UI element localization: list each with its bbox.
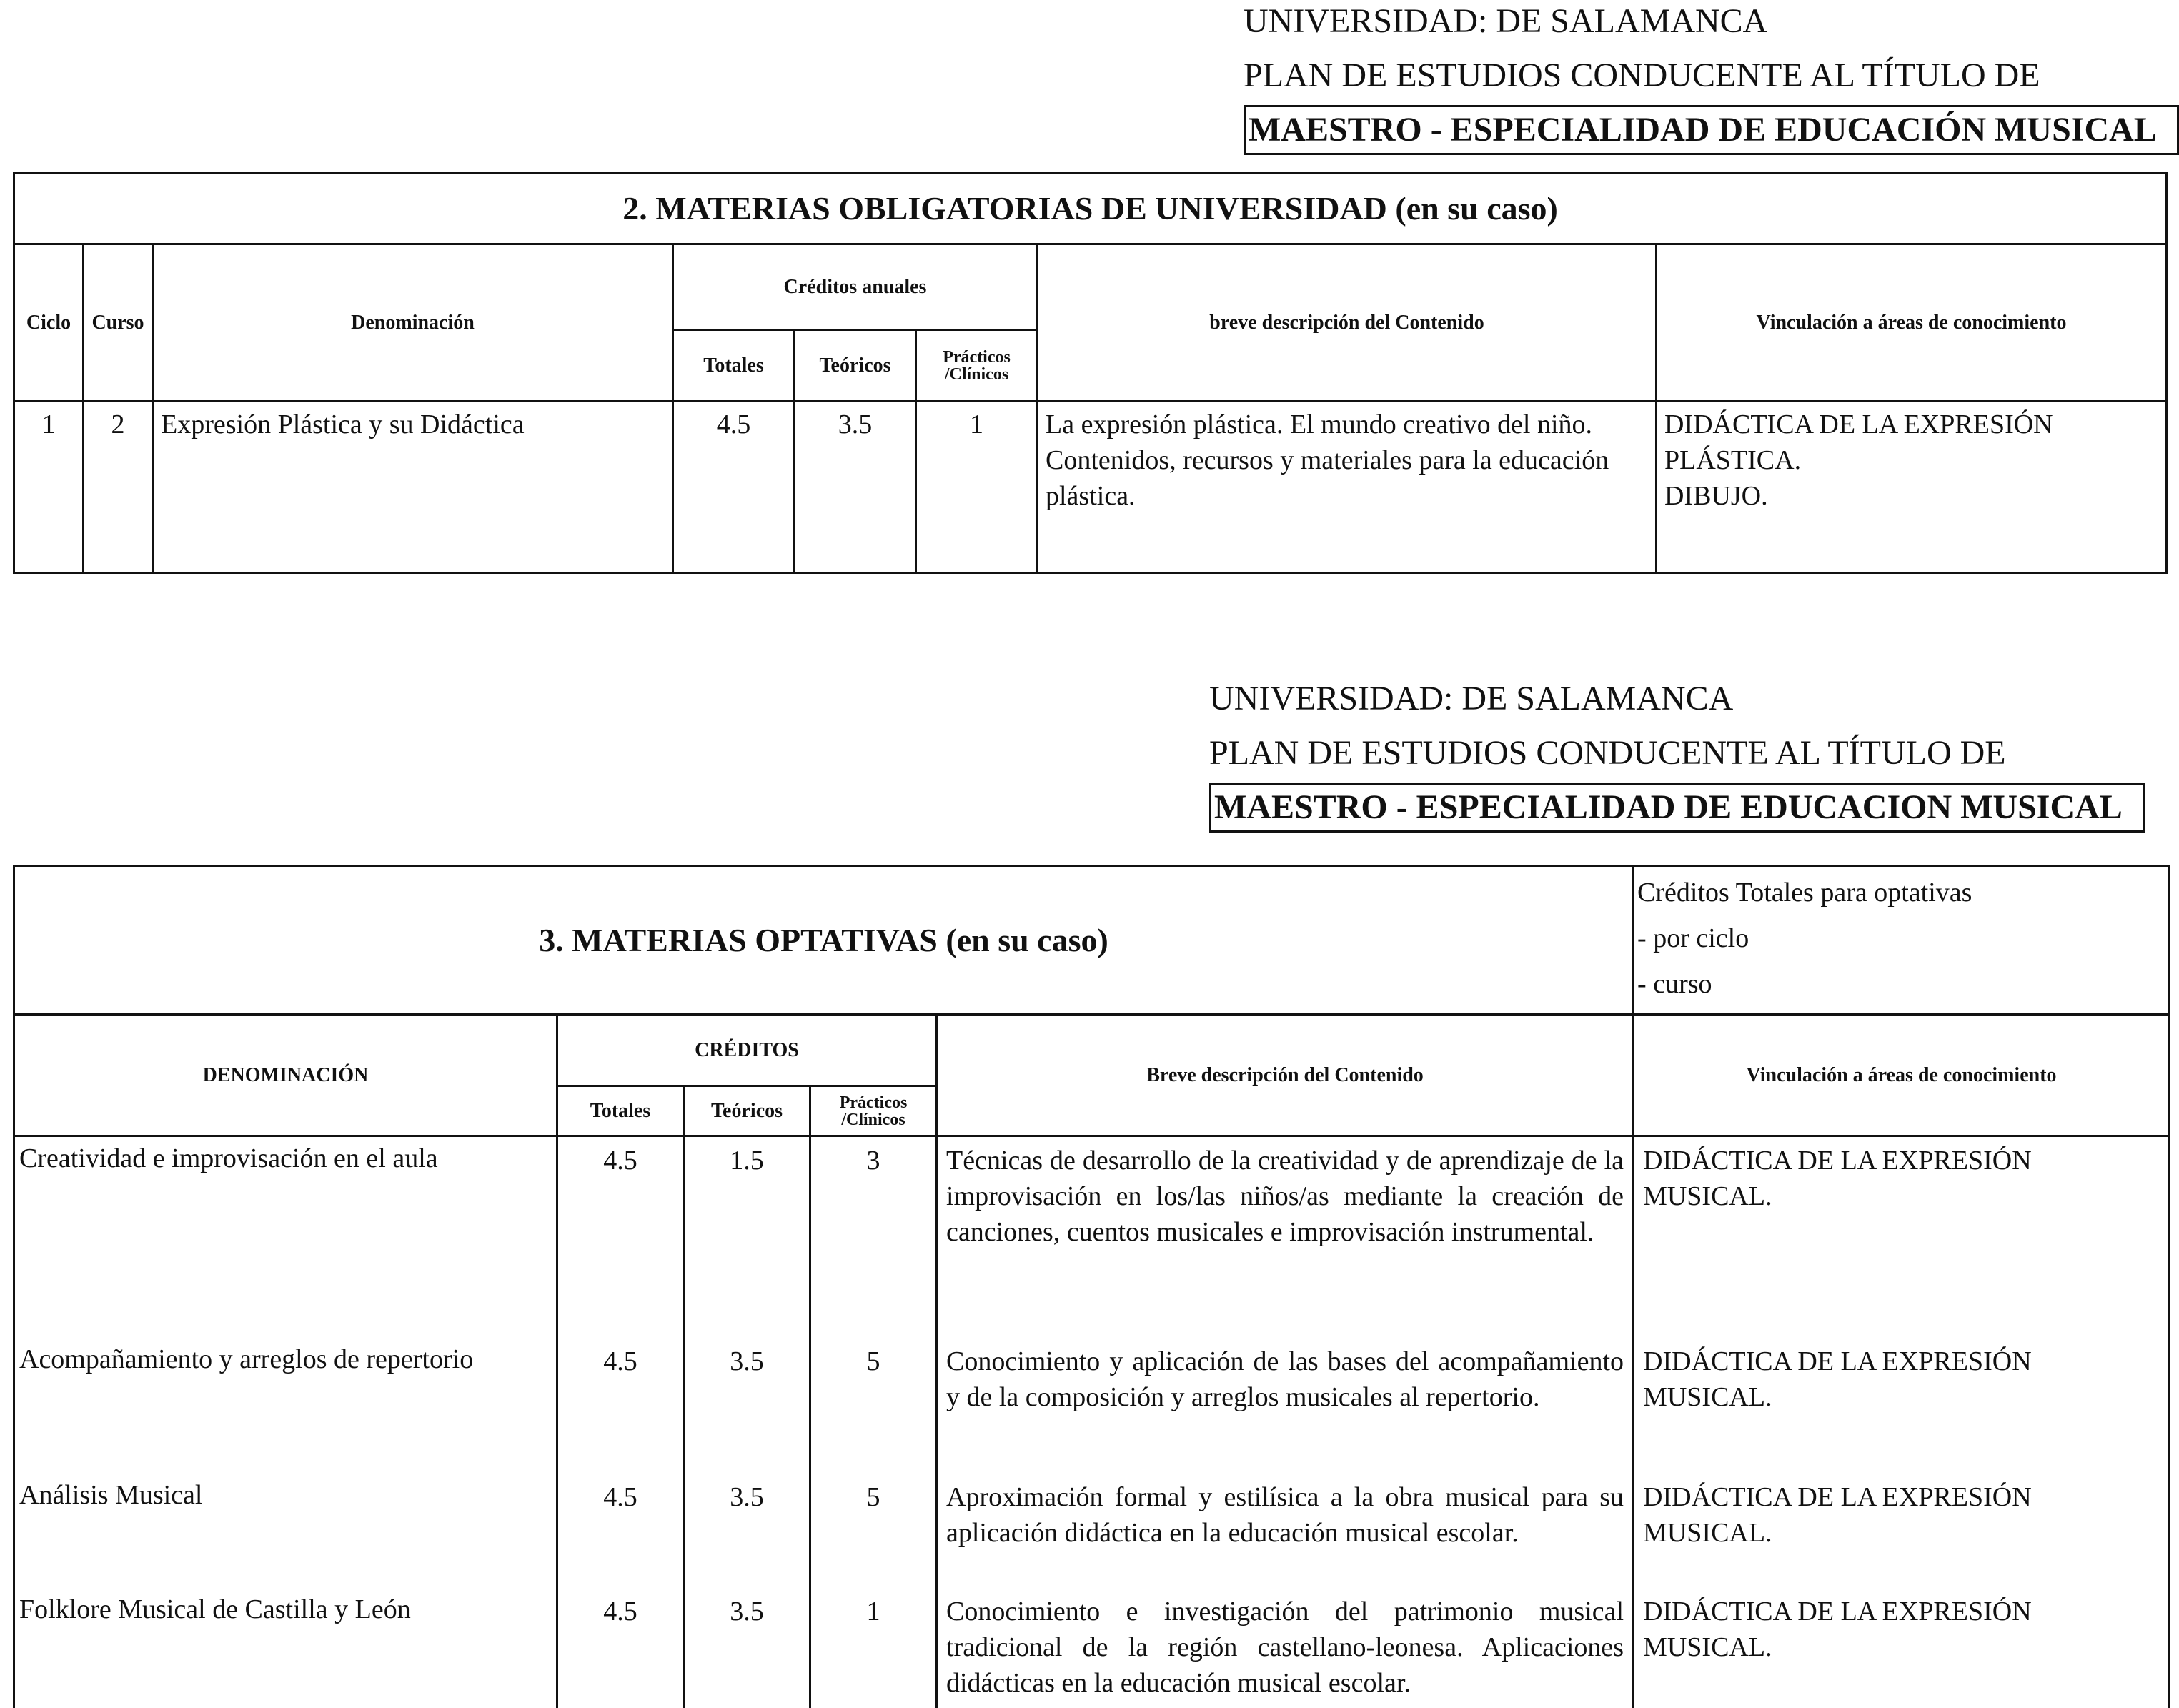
row-denominacion: Expresión Plástica y su Didáctica xyxy=(153,402,673,573)
row-vinculacion xyxy=(1657,402,2167,573)
optional-credits-curso: - curso xyxy=(1637,969,1712,999)
row-vinculacion-1: DIDÁCTICA DE LA EXPRESIÓN PLÁSTICA. xyxy=(1664,409,2053,475)
optional-credits-box xyxy=(1634,866,2170,1015)
row-teoricos: 3.5 xyxy=(684,1565,810,1708)
optional-credits-ciclo: - por ciclo xyxy=(1637,923,1749,953)
header-ciclo: Ciclo xyxy=(14,244,84,402)
row-vinculacion: DIDÁCTICA DE LA EXPRESIÓN MUSICAL. xyxy=(1634,1458,2170,1565)
row-totales: 4.5 xyxy=(557,1458,684,1565)
row-denominacion: Folklore Musical de Castilla y León xyxy=(14,1565,557,1708)
header-practicos: Prácticos /Clínicos xyxy=(916,330,1038,402)
header-totales: Totales xyxy=(673,330,795,402)
row-teoricos: 1.5 xyxy=(684,1136,810,1315)
row-descripcion: Aproximación formal y estilísica a la obra musical para su aplicación didáctica en la educación musical escolar. xyxy=(937,1458,1634,1565)
document-header-top xyxy=(1244,0,2179,157)
row-ciclo: 1 xyxy=(14,402,84,573)
row-vinculacion: DIDÁCTICA DE LA EXPRESIÓN MUSICAL. xyxy=(1634,1136,2170,1315)
header-vinculacion: Vinculación a áreas de conocimiento xyxy=(1657,244,2167,402)
row-descripcion: Conocimiento e investigación del patrimonio musical tradicional de la región castellano-leonesa. Aplicaciones didácticas en la educación musical escolar. xyxy=(937,1565,1634,1708)
section-3-title: 3. MATERIAS OPTATIVAS (en su caso) xyxy=(14,866,1634,1015)
header-denominacion: Denominación xyxy=(153,244,673,402)
header-teoricos: Teóricos xyxy=(684,1086,810,1136)
header-descripcion: breve descripción del Contenido xyxy=(1038,244,1657,402)
row-totales: 4.5 xyxy=(557,1565,684,1708)
degree-title: MAESTRO - ESPECIALIDAD DE EDUCACIÓN MUSICAL xyxy=(1244,105,2179,155)
row-teoricos: 3.5 xyxy=(684,1458,810,1565)
row-descripcion: La expresión plástica. El mundo creativo del niño. Contenidos, recursos y materiales para la educación plástica. xyxy=(1038,402,1657,573)
row-vinculacion-2: DIBUJO. xyxy=(1664,481,1768,511)
header-curso: Curso xyxy=(84,244,153,402)
header-creditos-anuales: Créditos anuales xyxy=(673,244,1038,330)
header-totales: Totales xyxy=(557,1086,684,1136)
row-totales: 4.5 xyxy=(557,1315,684,1458)
row-practicos: 5 xyxy=(810,1458,937,1565)
section-2-title: 2. MATERIAS OBLIGATORIAS DE UNIVERSIDAD (en su caso) xyxy=(14,173,2167,244)
header-denominacion: DENOMINACIÓN xyxy=(14,1015,557,1136)
row-vinculacion: DIDÁCTICA DE LA EXPRESIÓN MUSICAL. xyxy=(1634,1315,2170,1458)
row-denominacion: Acompañamiento y arreglos de repertorio xyxy=(14,1315,557,1458)
row-denominacion: Análisis Musical xyxy=(14,1458,557,1565)
row-practicos: 3 xyxy=(810,1136,937,1315)
row-teoricos: 3.5 xyxy=(684,1315,810,1458)
document-header-bottom xyxy=(1209,672,2145,835)
obligatory-subjects-table xyxy=(13,172,2168,574)
header-teoricos: Teóricos xyxy=(795,330,916,402)
header-practicos: Prácticos /Clínicos xyxy=(810,1086,937,1136)
row-practicos: 5 xyxy=(810,1315,937,1458)
optional-subjects-table xyxy=(13,865,2170,1708)
row-totales: 4.5 xyxy=(673,402,795,573)
row-descripcion: Técnicas de desarrollo de la creatividad y de aprendizaje de la improvisación en los/las niños/as mediante la creación de canciones, cuentos musicales e improvisación instrumental. xyxy=(937,1136,1634,1315)
optional-credits-label: Créditos Totales para optativas xyxy=(1637,878,1972,908)
row-practicos: 1 xyxy=(810,1565,937,1708)
row-practicos: 1 xyxy=(916,402,1038,573)
plan-title: PLAN DE ESTUDIOS CONDUCENTE AL TÍTULO DE xyxy=(1209,734,2006,772)
header-creditos: CRÉDITOS xyxy=(557,1015,937,1086)
row-descripcion: Conocimiento y aplicación de las bases del acompañamiento y de la composición y arreglos musicales al repertorio. xyxy=(937,1315,1634,1458)
row-totales: 4.5 xyxy=(557,1136,684,1315)
row-curso: 2 xyxy=(84,402,153,573)
header-descripcion: Breve descripción del Contenido xyxy=(937,1015,1634,1136)
plan-title: PLAN DE ESTUDIOS CONDUCENTE AL TÍTULO DE xyxy=(1244,56,2040,94)
row-vinculacion: DIDÁCTICA DE LA EXPRESIÓN MUSICAL. xyxy=(1634,1565,2170,1708)
university-name: UNIVERSIDAD: DE SALAMANCA xyxy=(1209,680,1734,718)
degree-title: MAESTRO - ESPECIALIDAD DE EDUCACION MUSICAL xyxy=(1209,783,2145,833)
university-name: UNIVERSIDAD: DE SALAMANCA xyxy=(1244,2,1768,40)
row-teoricos: 3.5 xyxy=(795,402,916,573)
header-vinculacion: Vinculación a áreas de conocimiento xyxy=(1634,1015,2170,1136)
row-denominacion: Creatividad e improvisación en el aula xyxy=(14,1136,557,1315)
